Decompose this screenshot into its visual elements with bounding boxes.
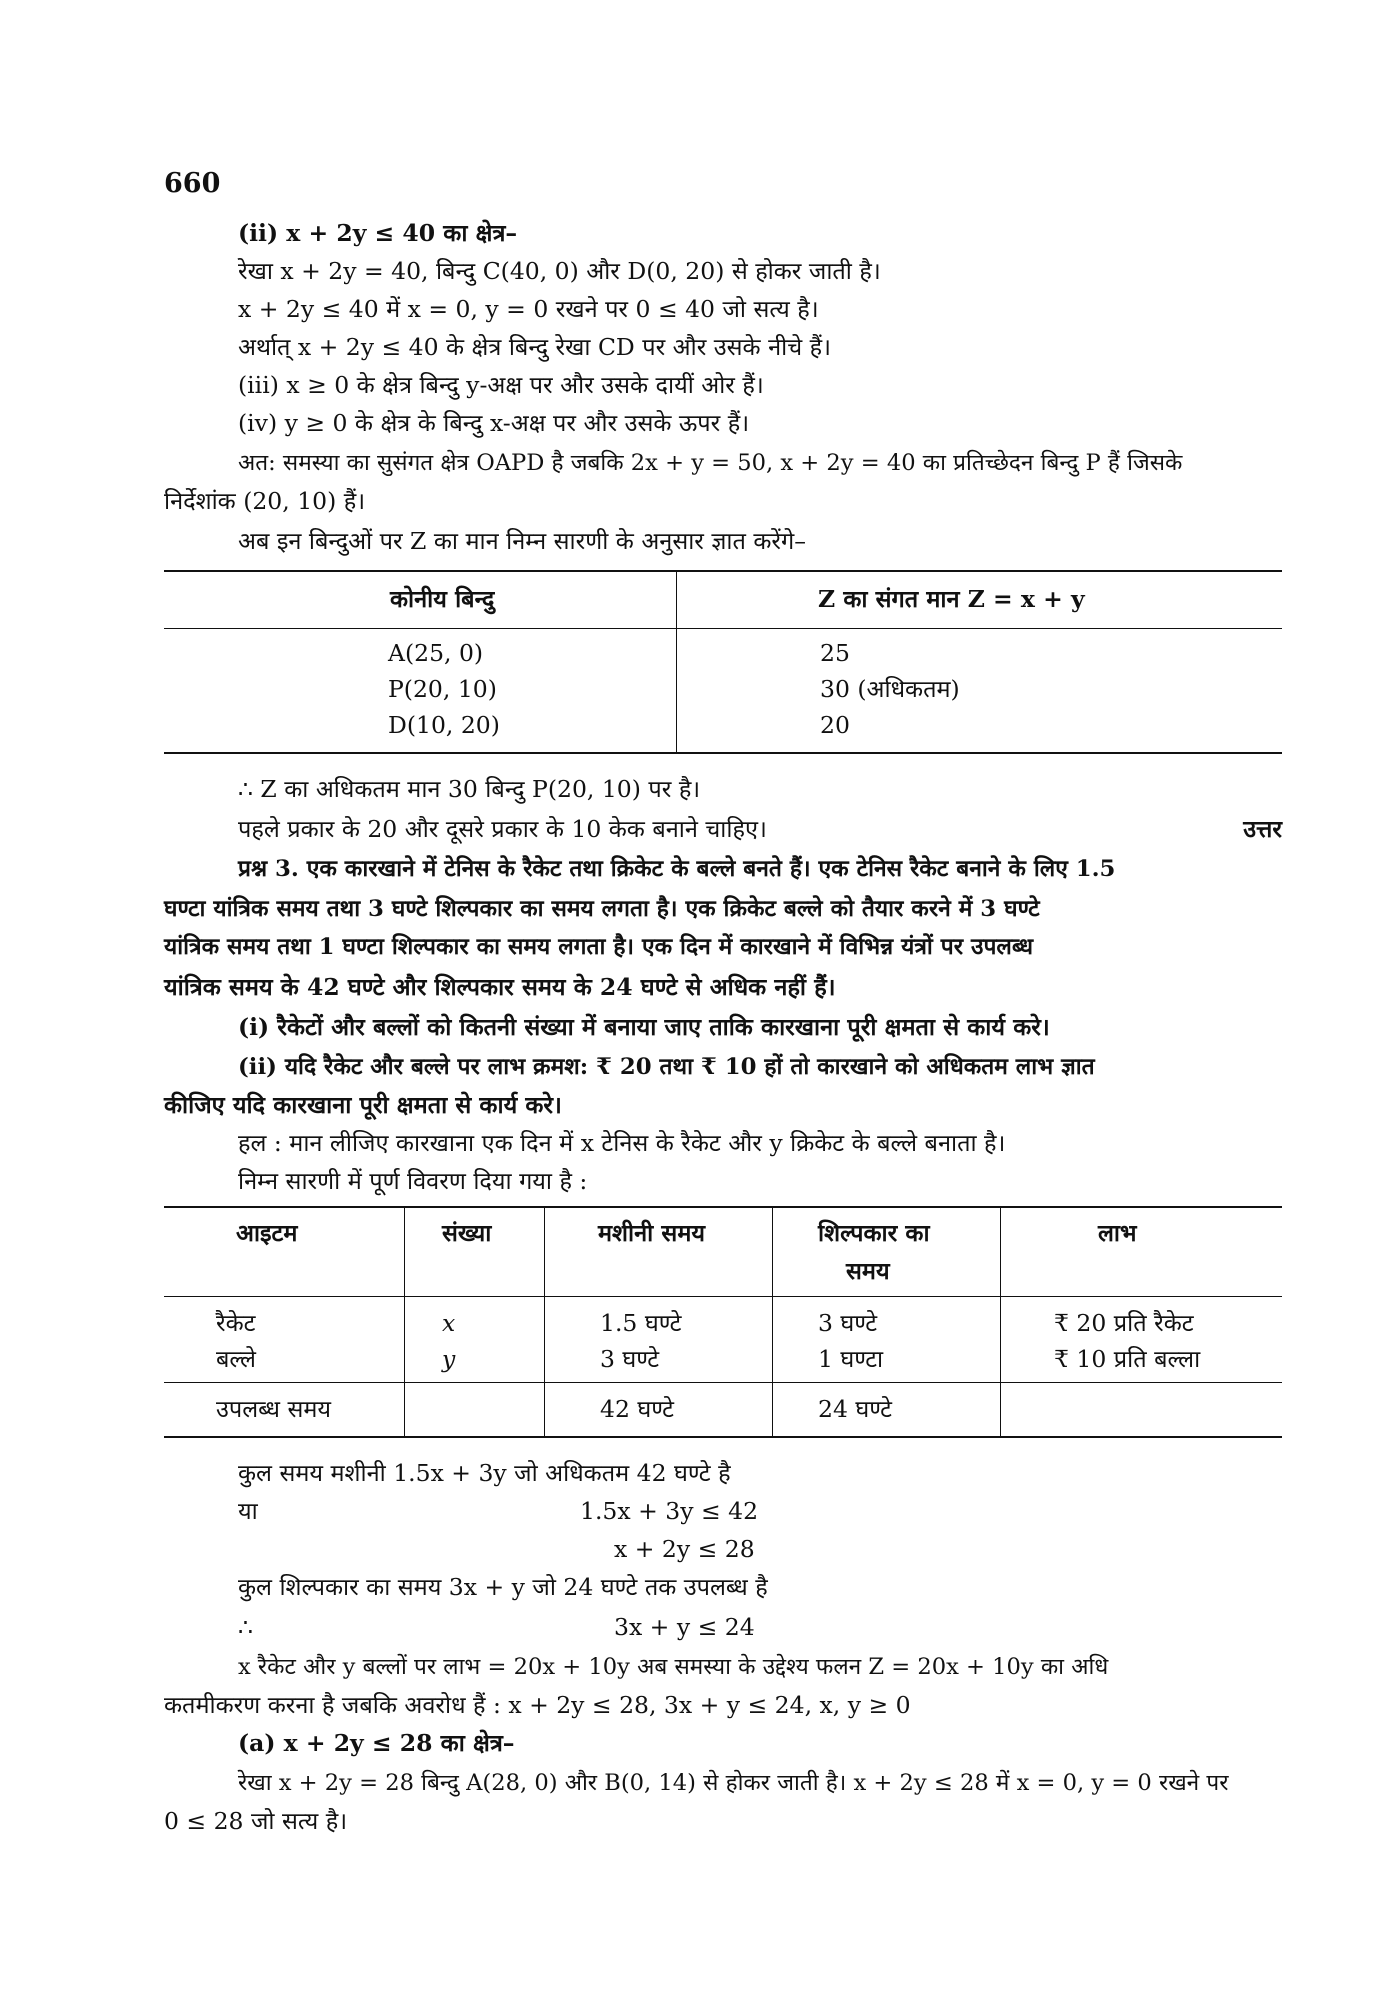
heading-region-a: (a) x + 2y ≤ 28 का क्षेत्र– xyxy=(238,1729,515,1757)
table-header-machine-time: मशीनी समय xyxy=(598,1219,705,1247)
table-cell: बल्ले xyxy=(216,1345,256,1373)
question-line: कीजिए यदि कारखाना पूरी क्षमता से कार्य करे। xyxy=(164,1091,562,1119)
table-header-craftsman-time-2: समय xyxy=(846,1257,890,1285)
table-column-divider xyxy=(544,1206,545,1436)
text-line: (iv) y ≥ 0 के क्षेत्र के बिन्दु x-अक्ष पर और उसके ऊपर हैं। xyxy=(238,409,750,437)
table-column-divider xyxy=(404,1206,405,1436)
derivation-line: कतमीकरण करना है जबकि अवरोध हैं : x + 2y ≤ 28, 3x + y ≤ 24, x, y ≥ 0 xyxy=(164,1691,911,1719)
derivation-line: कुल समय मशीनी 1.5x + 3y जो अधिकतम 42 घण्टे है xyxy=(238,1459,731,1487)
text-line: ∴ Z का अधिकतम मान 30 बिन्दु P(20, 10) पर है। xyxy=(238,775,701,803)
table-cell: D(10, 20) xyxy=(388,711,500,739)
table-header-item: आइटम xyxy=(236,1219,298,1247)
table-rule-header xyxy=(164,628,1282,629)
table-rule-bottom xyxy=(164,752,1282,754)
solution-line: निम्न सारणी में पूर्ण विवरण दिया गया है : xyxy=(238,1167,588,1195)
table-header-z-value: Z का संगत मान Z = x + y xyxy=(818,585,1085,613)
table-cell: 1.5 घण्टे xyxy=(600,1309,682,1337)
question-line: यांत्रिक समय तथा 1 घण्टा शिल्पकार का समय लगता है। एक दिन में कारखाने में विभिन्न यंत्रों पर उपलब्ध xyxy=(164,934,1034,960)
inequality: 1.5x + 3y ≤ 42 xyxy=(580,1497,759,1525)
table-column-divider xyxy=(676,570,677,752)
table-footer-cell: उपलब्ध समय xyxy=(216,1395,332,1423)
question-line: यांत्रिक समय के 42 घण्टे और शिल्पकार समय के 24 घण्टे से अधिक नहीं हैं। xyxy=(164,973,836,1001)
table-cell: y xyxy=(442,1345,456,1373)
derivation-line: या xyxy=(238,1497,258,1525)
table-cell: A(25, 0) xyxy=(388,639,484,667)
table-footer-cell: 42 घण्टे xyxy=(600,1395,675,1423)
question-line: (ii) यदि रैकेट और बल्ले पर लाभ क्रमश: ₹ 20 तथा ₹ 10 हों तो कारखाने को अधिकतम लाभ ज्ञात xyxy=(238,1054,1095,1080)
question-line: प्रश्न 3. एक कारखाने में टेनिस के रैकेट तथा क्रिकेट के बल्ले बनते हैं। एक टेनिस रैकेट बनाने के लिए 1.5 xyxy=(238,856,1116,882)
text-line: (iii) x ≥ 0 के क्षेत्र बिन्दु y-अक्ष पर और उसके दायीं ओर हैं। xyxy=(238,371,764,399)
table-rule-bottom xyxy=(164,1436,1282,1438)
derivation-line: कुल शिल्पकार का समय 3x + y जो 24 घण्टे तक उपलब्ध है xyxy=(238,1573,768,1601)
table-header-count: संख्या xyxy=(442,1219,492,1247)
derivation-line: रेखा x + 2y = 28 बिन्दु A(28, 0) और B(0, 14) से होकर जाती है। x + 2y ≤ 28 में x = 0, y = 0 रखने पर xyxy=(238,1770,1229,1796)
table-header-craftsman-time: शिल्पकार का xyxy=(818,1219,930,1247)
table-cell: x xyxy=(442,1309,456,1337)
inequality: 3x + y ≤ 24 xyxy=(614,1613,755,1641)
inequality: x + 2y ≤ 28 xyxy=(614,1535,755,1563)
text-line: निर्देशांक (20, 10) हैं। xyxy=(164,487,366,515)
derivation-line: 0 ≤ 28 जो सत्य है। xyxy=(164,1807,348,1835)
heading-region-ii: (ii) x + 2y ≤ 40 का क्षेत्र– xyxy=(238,219,518,247)
table-header-corner-point: कोनीय बिन्दु xyxy=(390,585,495,613)
table-column-divider xyxy=(1000,1206,1001,1436)
question-line: (i) रैकेटों और बल्लों को कितनी संख्या में बनाया जाए ताकि कारखाना पूरी क्षमता से कार्य करे। xyxy=(238,1013,1050,1041)
solution-line: हल : मान लीजिए कारखाना एक दिन में x टेनिस के रैकेट और y क्रिकेट के बल्ले बनाता है। xyxy=(238,1129,1006,1157)
table-cell: P(20, 10) xyxy=(388,675,497,703)
derivation-line: x रैकेट और y बल्लों पर लाभ = 20x + 10y अब समस्या के उद्देश्य फलन Z = 20x + 10y का अधि xyxy=(238,1654,1109,1680)
table-cell: 3 घण्टे xyxy=(600,1345,660,1373)
table-cell: 30 (अधिकतम) xyxy=(820,675,960,703)
table-rule-top xyxy=(164,570,1282,572)
table-rule-top xyxy=(164,1206,1282,1208)
text-line: x + 2y ≤ 40 में x = 0, y = 0 रखने पर 0 ≤ 40 जो सत्य है। xyxy=(238,295,819,323)
table-footer-cell: 24 घण्टे xyxy=(818,1395,893,1423)
table-rule-footer xyxy=(164,1382,1282,1383)
table-cell: रैकेट xyxy=(216,1309,256,1337)
table-cell: 3 घण्टे xyxy=(818,1309,878,1337)
text-line: रेखा x + 2y = 40, बिन्दु C(40, 0) और D(0, 20) से होकर जाती है। xyxy=(238,257,881,285)
text-line: पहले प्रकार के 20 और दूसरे प्रकार के 10 केक बनाने चाहिए। xyxy=(238,815,767,843)
table-cell: ₹ 20 प्रति रैकेट xyxy=(1054,1309,1194,1337)
text-line: अत: समस्या का सुसंगत क्षेत्र OAPD है जबकि 2x + y = 50, x + 2y = 40 का प्रतिच्छेदन बिन्दु P हैं जिसके xyxy=(238,450,1183,476)
text-line: अर्थात् x + 2y ≤ 40 के क्षेत्र बिन्दु रेखा CD पर और उसके नीचे हैं। xyxy=(238,333,831,361)
text-line: अब इन बिन्दुओं पर Z का मान निम्न सारणी के अनुसार ज्ञात करेंगे– xyxy=(238,527,807,555)
table-cell: 20 xyxy=(820,711,850,739)
page-number: 660 xyxy=(164,168,221,199)
table-cell: ₹ 10 प्रति बल्ला xyxy=(1054,1345,1201,1373)
table-rule-header xyxy=(164,1296,1282,1297)
derivation-line: ∴ xyxy=(238,1613,253,1641)
table-cell: 25 xyxy=(820,639,850,667)
question-line: घण्टा यांत्रिक समय तथा 3 घण्टे शिल्पकार का समय लगता है। एक क्रिकेट बल्ले को तैयार करने में 3 घण्टे xyxy=(164,896,1040,922)
table-column-divider xyxy=(772,1206,773,1436)
answer-label: उत्तर xyxy=(1243,815,1282,843)
table-header-profit: लाभ xyxy=(1098,1219,1137,1247)
table-cell: 1 घण्टा xyxy=(818,1345,884,1373)
